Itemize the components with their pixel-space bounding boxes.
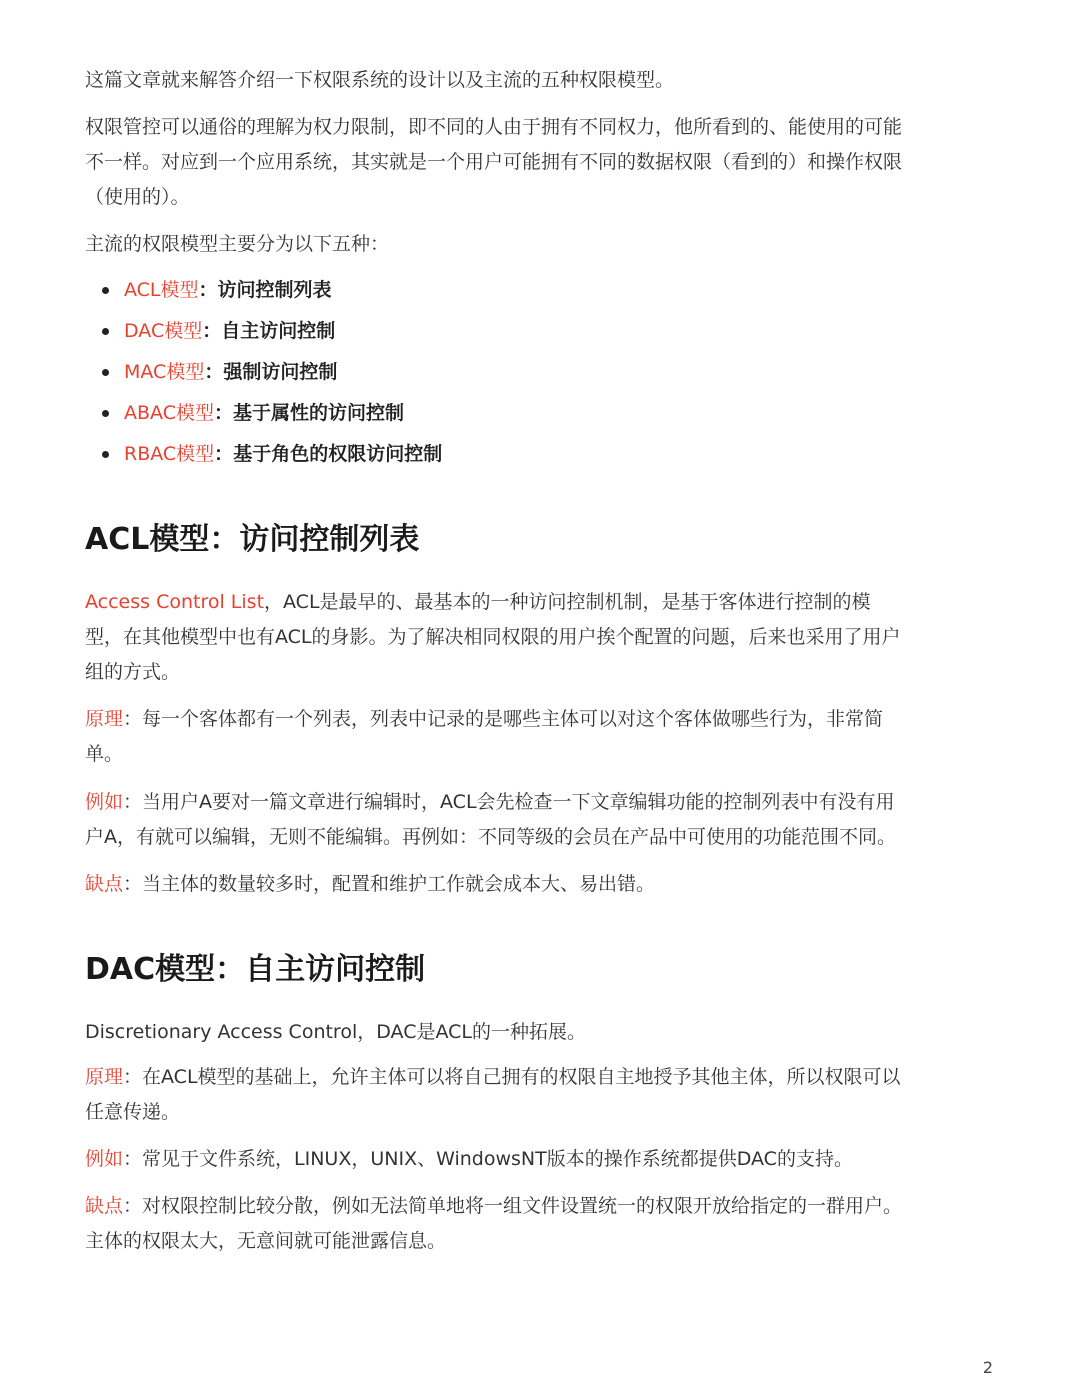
drawback-label: 缺点	[85, 873, 124, 895]
intro-paragraph-2	[85, 110, 1000, 215]
list-item	[85, 393, 1000, 434]
text-line: 主体的权限太大，无意间就可能泄露信息。	[85, 1230, 447, 1252]
acl-principle	[85, 702, 1000, 772]
dac-example	[85, 1142, 1000, 1177]
model-name: MAC模型	[124, 361, 205, 383]
separator: ：	[202, 320, 222, 342]
model-list	[85, 270, 1000, 475]
acl-intro	[85, 585, 1000, 690]
separator: ：	[213, 402, 233, 424]
model-desc: 基于属性的访问控制	[232, 402, 404, 424]
example-label: 例如	[85, 1148, 124, 1170]
list-item	[85, 311, 1000, 352]
list-item	[85, 270, 1000, 311]
bullet-icon	[102, 328, 109, 335]
text-span: ，ACL是最早的、最基本的一种访问控制机制，是基于客体进行控制的模	[264, 591, 871, 613]
example-label: 例如	[85, 791, 124, 813]
acl-term: Access Control List	[85, 591, 265, 613]
separator: ：	[198, 279, 218, 301]
models-intro: 主流的权限模型主要分为以下五种：	[85, 233, 390, 255]
dac-intro: Discretionary Access Control，DAC是ACL的一种拓展。	[85, 1021, 586, 1043]
model-name: ACL模型	[124, 279, 199, 301]
dac-drawback	[85, 1189, 1000, 1259]
model-name: RBAC模型	[124, 443, 215, 465]
text-span: ：对权限控制比较分散，例如无法简单地将一组文件设置统一的权限开放给指定的一群用户。	[123, 1195, 903, 1217]
text-line: 任意传递。	[85, 1101, 181, 1123]
list-item	[85, 434, 1000, 475]
text-line: 单。	[85, 743, 124, 765]
bullet-icon	[102, 287, 109, 294]
model-desc: 基于角色的权限访问控制	[233, 443, 443, 465]
text-span: ：当主体的数量较多时，配置和维护工作就会成本大、易出错。	[123, 873, 656, 895]
text-line: （使用的）。	[85, 186, 190, 208]
model-desc: 访问控制列表	[217, 279, 332, 301]
text-line: 户A，有就可以编辑，无则不能编辑。再例如：不同等级的会员在产品中可使用的功能范围不同。	[85, 826, 897, 848]
text-line	[85, 702, 1000, 737]
bullet-icon	[102, 369, 109, 376]
acl-heading: ACL模型：访问控制列表	[85, 522, 420, 557]
text-line: 组的方式。	[85, 661, 181, 683]
model-name: DAC模型	[124, 320, 203, 342]
model-desc: 自主访问控制	[221, 320, 336, 342]
separator: ：	[204, 361, 224, 383]
text-line	[85, 1060, 1000, 1095]
drawback-label: 缺点	[85, 1195, 124, 1217]
text-line	[85, 1189, 1000, 1224]
principle-label: 原理	[85, 708, 124, 730]
text-line: 权限管控可以通俗的理解为权力限制，即不同的人由于拥有不同权力，他所看到的、能使用的可能	[85, 116, 903, 138]
bullet-icon	[102, 451, 109, 458]
text-line: 不一样。对应到一个应用系统，其实就是一个用户可能拥有不同的数据权限（看到的）和操作权限	[85, 151, 903, 173]
text-span: ：当用户A要对一篇文章进行编辑时，ACL会先检查一下文章编辑功能的控制列表中有没有用	[123, 791, 895, 813]
acl-example	[85, 785, 1000, 855]
text-span: ：每一个客体都有一个列表，列表中记录的是哪些主体可以对这个客体做哪些行为，非常简	[123, 708, 884, 730]
bullet-icon	[102, 410, 109, 417]
text-line	[85, 867, 1000, 902]
separator: ：	[214, 443, 234, 465]
text-span: ：常见于文件系统，LINUX，UNIX、WindowsNT版本的操作系统都提供DAC的支持。	[123, 1148, 853, 1170]
dac-heading: DAC模型：自主访问控制	[85, 952, 426, 987]
page-number: 2	[982, 1358, 993, 1377]
text-line	[85, 585, 1000, 620]
model-desc: 强制访问控制	[223, 361, 338, 383]
dac-principle	[85, 1060, 1000, 1130]
text-line	[85, 785, 1000, 820]
acl-drawback	[85, 867, 1000, 902]
model-name: ABAC模型	[124, 402, 214, 424]
list-item	[85, 352, 1000, 393]
principle-label: 原理	[85, 1066, 124, 1088]
intro-paragraph: 这篇文章就来解答介绍一下权限系统的设计以及主流的五种权限模型。	[85, 69, 675, 91]
text-line: 型，在其他模型中也有ACL的身影。为了解决相同权限的用户挨个配置的问题，后来也采用了用户	[85, 626, 901, 648]
text-span: ：在ACL模型的基础上，允许主体可以将自己拥有的权限自主地授予其他主体，所以权限可以	[123, 1066, 901, 1088]
text-line	[85, 1142, 1000, 1177]
